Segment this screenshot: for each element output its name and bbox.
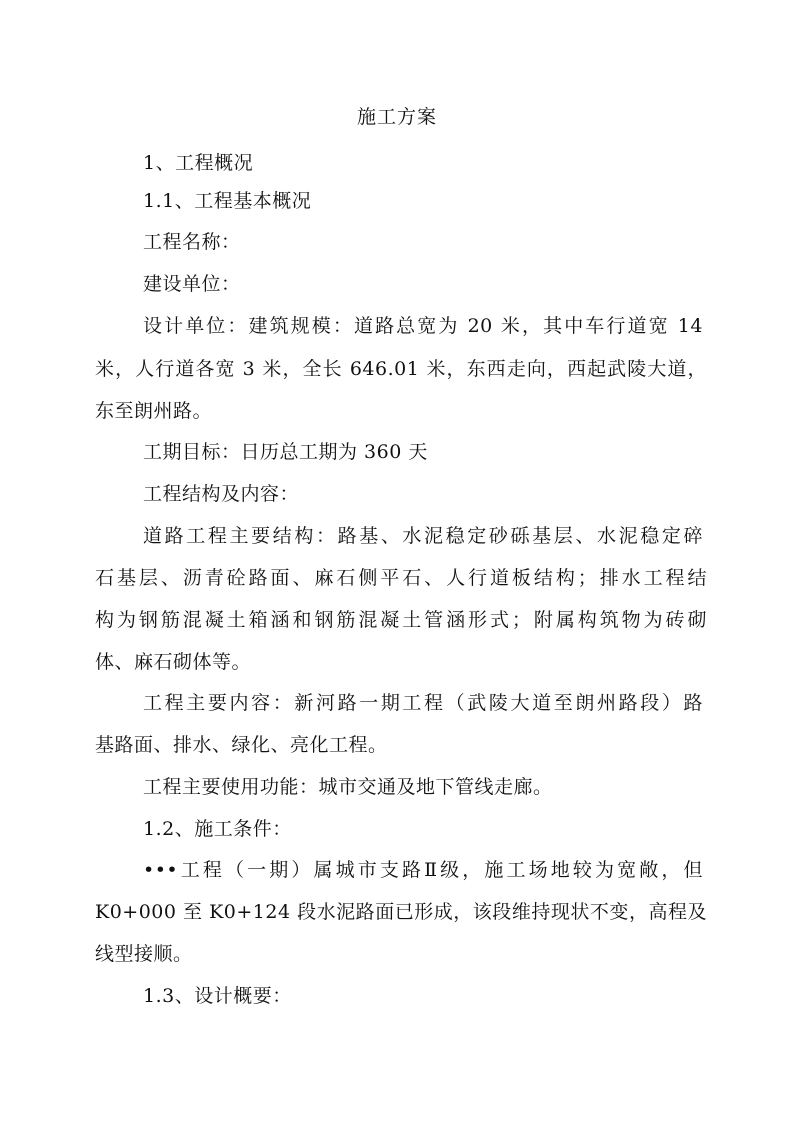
main-content-line-1: 工程主要内容：新河路一期工程（武陵大道至朗州路段）路: [143, 692, 703, 714]
conditions-line-2: K0+000 至 K0+124 段水泥路面已形成，该段维持现状不变，高程及: [95, 901, 707, 923]
schedule-target: 工期目标：日历总工期为 360 天: [143, 441, 428, 463]
construction-unit-label: 建设单位：: [143, 273, 241, 295]
document-title: 施工方案: [356, 106, 437, 128]
main-function: 工程主要使用功能：城市交通及地下管线走廊。: [143, 776, 553, 798]
road-structure-line-2: 石基层、沥青砼路面、麻石侧平石、人行道板结构；排水工程结: [95, 567, 707, 589]
road-structure-line-3: 构为钢筋混凝土箱涵和钢筋混凝土管涵形式；附属构筑物为砖砌: [95, 609, 707, 631]
conditions-line-1: •••工程（一期）属城市支路Ⅱ级，施工场地较为宽敞，但: [143, 859, 703, 881]
section-1-3-heading: 1.3、设计概要：: [143, 985, 292, 1007]
section-1-heading: 1、工程概况: [143, 152, 254, 174]
section-1-1-heading: 1.1、工程基本概况: [143, 190, 312, 212]
design-para-line-1: 设计单位：建筑规模：道路总宽为 20 米，其中车行道宽 14: [143, 315, 703, 337]
main-content-line-2: 基路面、排水、绿化、亮化工程。: [95, 734, 388, 756]
project-name-label: 工程名称：: [143, 231, 241, 253]
section-1-2-heading: 1.2、施工条件：: [143, 818, 292, 840]
conditions-line-3: 线型接顺。: [95, 943, 193, 965]
road-structure-line-4: 体、麻石砌体等。: [95, 651, 252, 673]
design-para-line-3: 东至朗州路。: [95, 400, 213, 422]
road-structure-line-1: 道路工程主要结构：路基、水泥稳定砂砾基层、水泥稳定碎: [143, 525, 703, 547]
design-para-line-2: 米，人行道各宽 3 米，全长 646.01 米，东西走向，西起武陵大道，: [95, 358, 707, 380]
structure-heading: 工程结构及内容：: [143, 483, 300, 505]
